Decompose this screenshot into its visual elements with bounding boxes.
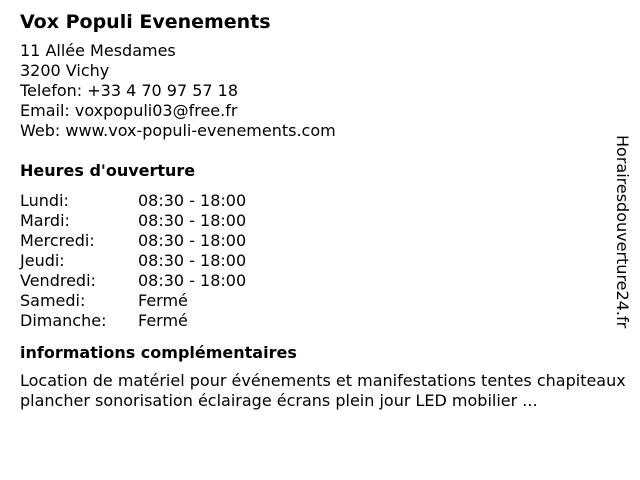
website: Web: www.vox-populi-evenements.com bbox=[20, 121, 336, 140]
day-hours: Fermé bbox=[138, 291, 188, 310]
contact-block bbox=[20, 41, 632, 141]
day-label: Mardi: bbox=[20, 211, 70, 230]
hours-row-sunday bbox=[20, 311, 632, 331]
city: 3200 Vichy bbox=[20, 61, 110, 80]
email: Email: voxpopuli03@free.fr bbox=[20, 101, 238, 120]
hours-row-monday bbox=[20, 191, 632, 211]
hours-table bbox=[20, 191, 632, 331]
street-address: 11 Allée Mesdames bbox=[20, 41, 176, 60]
hours-heading: Heures d'ouverture bbox=[20, 161, 196, 180]
watermark-text: Horairesdouverture24.fr bbox=[613, 135, 632, 329]
day-label: Vendredi: bbox=[20, 271, 96, 290]
hours-row-wednesday bbox=[20, 231, 632, 251]
day-hours: 08:30 - 18:00 bbox=[138, 191, 247, 210]
phone: Telefon: +33 4 70 97 57 18 bbox=[20, 81, 239, 100]
day-hours: 08:30 - 18:00 bbox=[138, 211, 247, 230]
info-description: Location de matériel pour événements et manifestations tentes chapiteaux plancher sonorisation éclairage écrans plein jour LED mobilier ... bbox=[20, 371, 626, 410]
day-label: Lundi: bbox=[20, 191, 69, 210]
business-card bbox=[20, 10, 632, 411]
hours-row-friday bbox=[20, 271, 632, 291]
day-hours: 08:30 - 18:00 bbox=[138, 271, 247, 290]
day-label: Dimanche: bbox=[20, 311, 107, 330]
day-hours: 08:30 - 18:00 bbox=[138, 231, 247, 250]
hours-row-tuesday bbox=[20, 211, 632, 231]
info-heading: informations complémentaires bbox=[20, 343, 297, 362]
day-label: Jeudi: bbox=[20, 251, 65, 270]
hours-row-saturday bbox=[20, 291, 632, 311]
business-name: Vox Populi Evenements bbox=[20, 11, 271, 33]
day-label: Mercredi: bbox=[20, 231, 95, 250]
day-hours: Fermé bbox=[138, 311, 188, 330]
hours-row-thursday bbox=[20, 251, 632, 271]
day-label: Samedi: bbox=[20, 291, 86, 310]
day-hours: 08:30 - 18:00 bbox=[138, 251, 247, 270]
